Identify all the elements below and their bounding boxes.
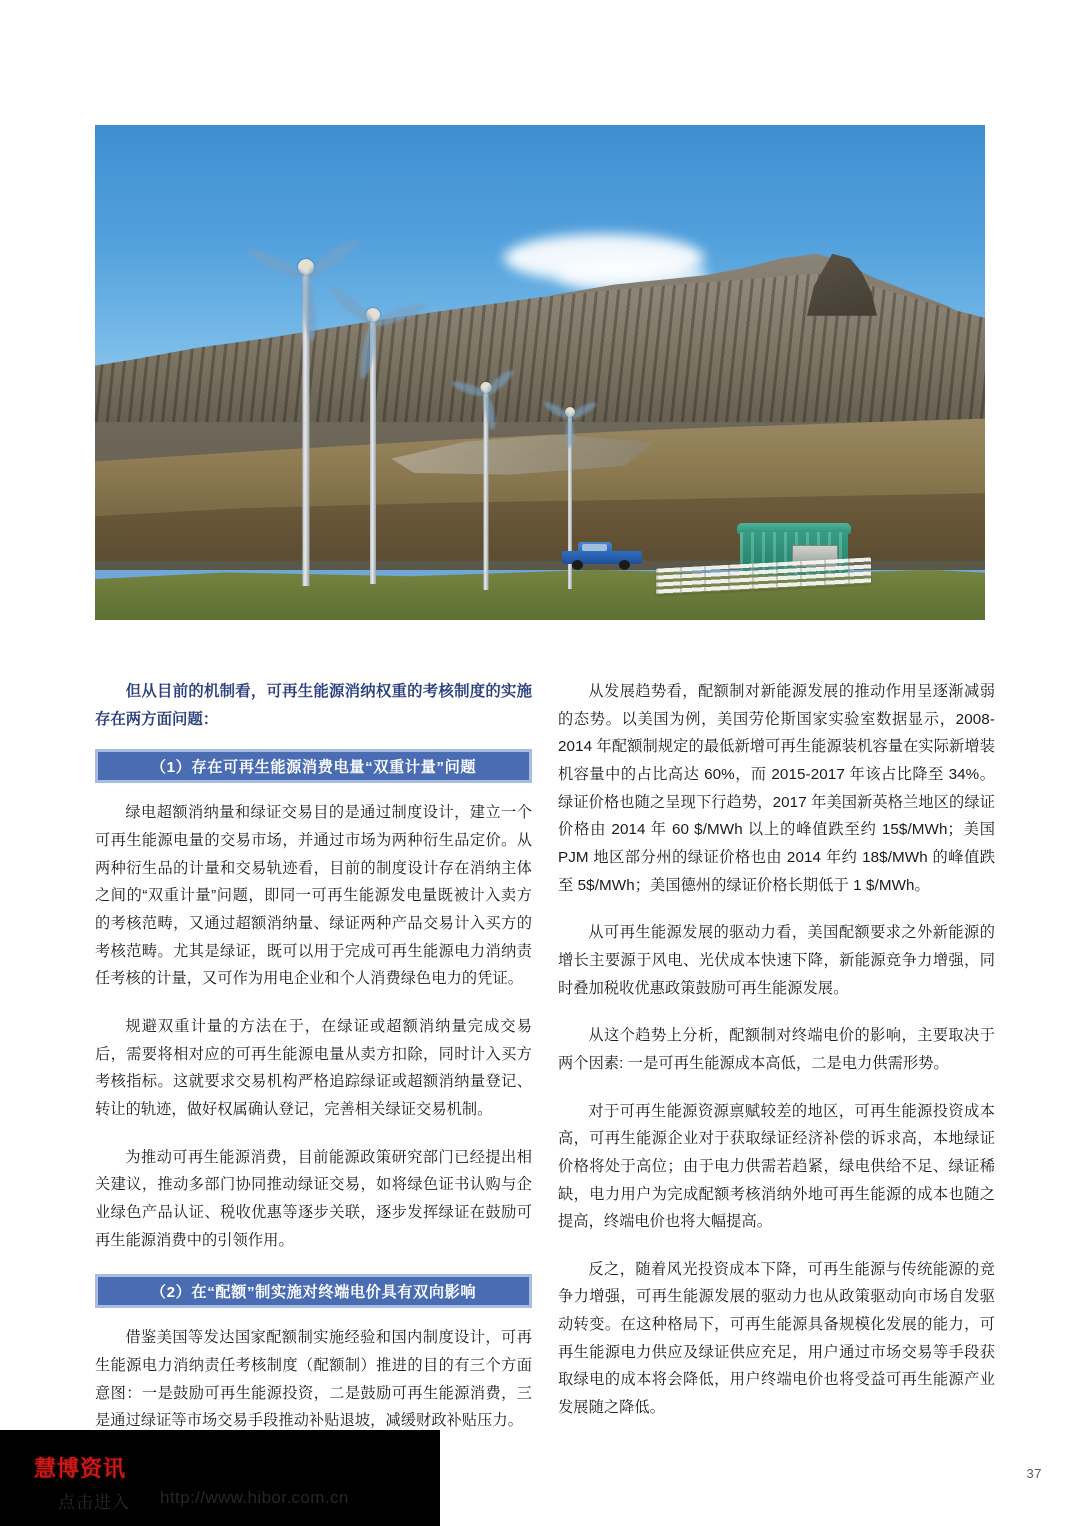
- section-heading-1-label: （1）存在可再生能源消费电量“双重计量”问题: [150, 758, 477, 776]
- right-paragraph-3: 从这个趋势上分析，配额制对终端电价的影响，主要取决于两个因素: 一是可再生能源成本高低，二是电力供需形势。: [558, 1027, 995, 1072]
- hero-photo: [95, 125, 985, 620]
- truck-wheel: [619, 560, 630, 570]
- wind-turbine: [451, 382, 521, 580]
- right-paragraph-4: 对于可再生能源资源禀赋较差的地区，可再生能源投资成本高，可再生能源企业对于获取绿证经济补偿的诉求高，本地绿证价格将处于高位；由于电力供需若趋紧，绿电供给不足、绿证稀缺，电力用户为完成配额考核消纳外地可再生能源的成本也随之提高，终端电价也将大幅提高。: [558, 1102, 995, 1231]
- left-paragraph-3: 为推动可再生能源消费，目前能源政策研究部门已经提出相关建议，推动多部门协同推动绿证交易，如将绿色证书认购与企业绿色产品认证、税收优惠等逐步关联，逐步发挥绿证在鼓励可再生能源消费中的引领作用。: [95, 1148, 532, 1249]
- photo-scene: [95, 125, 985, 620]
- intro-paragraph: 但从目前的机制看，可再生能源消纳权重的考核制度的实施存在两方面问题：: [95, 683, 532, 728]
- left-column: [95, 678, 532, 1455]
- right-paragraph-5: 反之，随着风光投资成本下降，可再生能源与传统能源的竞争力增强，可再生能源发展的驱动力也从政策驱动向市场自发驱动转变。在这种格局下，可再生能源具备规模化发展的能力，可再生能源电力供应及绿证供应充足，用户通过市场交易等手段获取绿电的成本将会降低，用户终端电价也将受益可再生能源产业发展随之降低。: [558, 1260, 995, 1417]
- section-heading-2-label: （2）在“配额”制实施对终端电价具有双向影响: [150, 1283, 477, 1301]
- watermark-footer: [0, 1430, 440, 1526]
- turbine-blade: [566, 418, 574, 448]
- wind-turbine: [318, 308, 428, 570]
- left-paragraph-2: 规避双重计量的方法在于，在绿证或超额消纳量完成交易后，需要将相对应的可再生能源电量从卖方扣除，同时计入买方考核指标。这就要求交易机构严格追踪绿证或超额消纳量登记、转让的轨迹，做好权属确认登记，完善相关绿证交易机制。: [95, 1018, 532, 1118]
- page-number: 37: [1026, 1466, 1042, 1481]
- truck-wheel: [572, 560, 583, 570]
- truck-window: [582, 544, 607, 551]
- left-paragraph-1: 绿电超额消纳量和绿证交易目的是通过制度设计，建立一个可再生能源电量的交易市场，并通过市场为两种衍生品定价。从两种衍生品的计量和交易轨迹看，目前的制度设计存在消纳主体之间的“双重计量”问题，即同一可再生能源发电量既被计入卖方的考核范畴，又通过超额消纳量、绿证两种产品交易计入买方的考核范畴。尤其是绿证，既可以用于完成可再生能源电力消纳责任考核的计量，又可作为用电企业和个人消费绿色电力的凭证。: [95, 804, 532, 988]
- section-heading-1: [95, 749, 532, 783]
- right-column: [558, 678, 995, 1442]
- section-heading-2: [95, 1274, 532, 1308]
- watermark-action-label[interactable]: 点击进入: [58, 1493, 130, 1512]
- blue-pickup-truck: [562, 543, 642, 570]
- right-paragraph-2: 从可再生能源发展的驱动力看，美国配额要求之外新能源的增长主要源于风电、光伏成本快速下降，新能源竞争力增强，同时叠加税收优惠政策鼓励可再生能源发展。: [558, 924, 995, 997]
- watermark-brand: 慧博资讯: [34, 1456, 127, 1481]
- right-paragraph-1: 从发展趋势看，配额制对新能源发展的推动作用呈逐渐减弱的态势。以美国为例，美国劳伦斯国家实验室数据显示，2008-2014 年配额制规定的最低新增可再生能源装机容量在实际新增装机容量中的占比高达 60%，而 2015-2017 年该占比降至 34%。绿证价格也随之呈现下行趋势，2017 年美国新英格兰地区的绿证价格由 2014 年 60 $/MWh 以上的峰值跌至约 15$/MWh；美国 PJM 地区部分州的绿证价格也由 2014 年约 18$/MWh 的峰值跌至 5$/MWh；美国德州的绿证价格长期低于 1 $/MWh。: [558, 683, 995, 894]
- article-body: [95, 678, 995, 1430]
- left-paragraph-4: 借鉴美国等发达国家配额制实施经验和国内制度设计，可再生能源电力消纳责任考核制度（配额制）推进的目的有三个方面意图：一是鼓励可再生能源投资，二是鼓励可再生能源消费，三是通过绿证等市场交易手段推动补贴退坡，减缓财政补贴压力。: [95, 1329, 532, 1430]
- watermark-url[interactable]: http://www.hibor.com.cn: [160, 1488, 349, 1507]
